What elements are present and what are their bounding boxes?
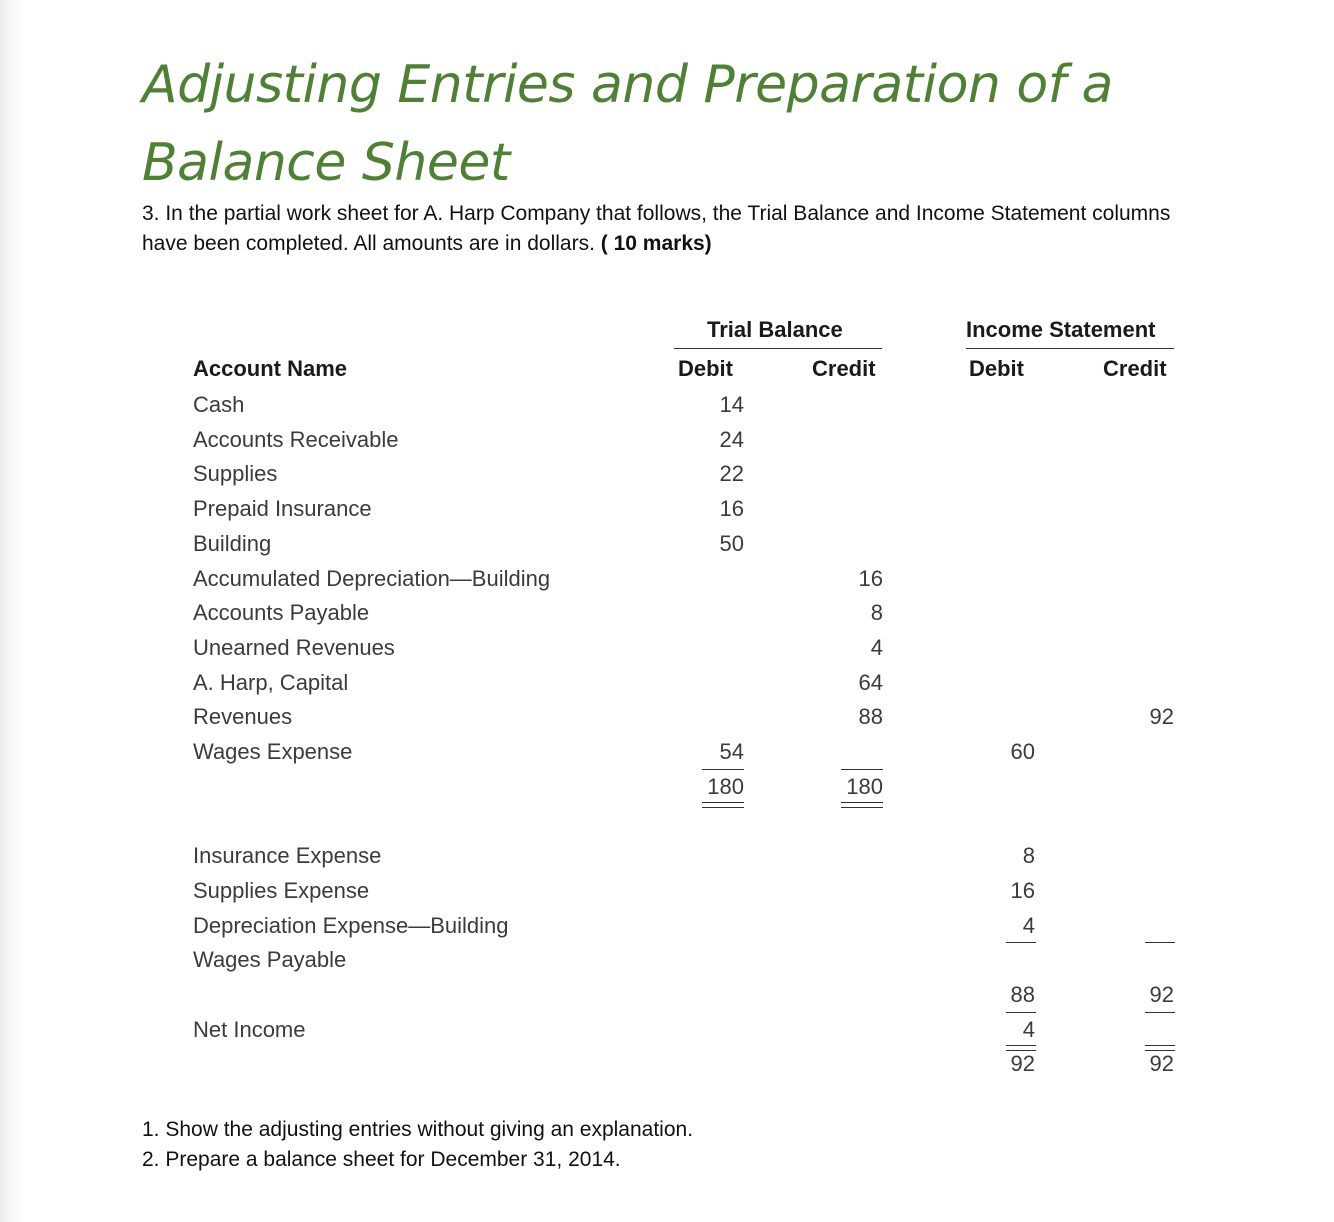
is-debit-cell: 8 — [1022, 843, 1035, 868]
account-name-column-header: Account Name — [193, 356, 348, 381]
is-debit-total-double-rule — [1006, 1045, 1036, 1051]
question-intro — [142, 199, 1202, 259]
account-name-cell: Net Income — [193, 1017, 306, 1042]
tb-debit-cell: 180 — [707, 774, 744, 799]
is-credit-column-header: Credit — [1103, 356, 1167, 381]
is-credit-total-double-rule — [1145, 1045, 1175, 1051]
tb-credit-cell: 8 — [870, 600, 883, 625]
income-statement-header-rule — [966, 348, 1174, 349]
tb-debit-cell: 22 — [719, 461, 744, 486]
income-statement-header: Income Statement — [966, 317, 1156, 342]
account-name-cell: Wages Expense — [193, 739, 353, 764]
tb-credit-cell: 180 — [846, 774, 883, 799]
account-name-cell: Unearned Revenues — [193, 635, 395, 660]
is-debit-subtotal-rule — [1006, 942, 1036, 943]
tb-credit-column-header: Credit — [812, 356, 876, 381]
tb-credit-subtotal-rule — [841, 769, 883, 770]
is-credit-cell: 92 — [1149, 1051, 1174, 1076]
is-debit-cell: 4 — [1022, 913, 1035, 938]
tb-debit-cell: 24 — [719, 427, 744, 452]
account-name-cell: Insurance Expense — [193, 843, 382, 868]
tb-debit-subtotal-rule — [702, 769, 744, 770]
task-item: 2. Prepare a balance sheet for December 31, 2014. — [142, 1148, 621, 1171]
task-list — [142, 1115, 693, 1175]
is-debit-column-header: Debit — [969, 356, 1024, 381]
question-text: 3. In the partial work sheet for A. Harp Company that follows, the Trial Balance and Income Statement columns have been completed. All amounts are in dollars. — [142, 202, 1171, 255]
is-debit-cell: 16 — [1010, 878, 1035, 903]
is-credit-cell: 92 — [1149, 982, 1174, 1007]
is-debit-cell: 92 — [1010, 1051, 1035, 1076]
is-debit-cell: 60 — [1010, 739, 1035, 764]
account-name-cell: Wages Payable — [193, 947, 347, 972]
is-debit-cell: 88 — [1010, 982, 1035, 1007]
is-credit-subtotal-rule — [1145, 942, 1175, 943]
tb-debit-cell: 16 — [719, 496, 744, 521]
task-item: 1. Show the adjusting entries without giving an explanation. — [142, 1118, 694, 1141]
trial-balance-header: Trial Balance — [707, 317, 843, 342]
tb-debit-cell: 14 — [719, 392, 744, 417]
account-name-cell: Supplies Expense — [193, 878, 370, 903]
tb-credit-cell: 64 — [858, 670, 883, 695]
account-name-cell: Supplies — [193, 461, 278, 486]
account-name-cell: Depreciation Expense—Building — [193, 913, 509, 938]
tb-credit-total-double-rule — [841, 802, 883, 808]
marks-label: ( 10 marks) — [600, 232, 712, 255]
account-name-cell: Building — [193, 531, 272, 556]
tb-credit-cell: 4 — [870, 635, 883, 660]
tb-debit-column-header: Debit — [678, 356, 733, 381]
tb-credit-cell: 88 — [858, 704, 883, 729]
account-name-cell: A. Harp, Capital — [193, 670, 349, 695]
is-credit-net-income-rule — [1145, 1012, 1175, 1013]
tb-credit-cell: 16 — [858, 566, 883, 591]
tb-debit-cell: 54 — [719, 739, 744, 764]
account-name-cell: Accounts Receivable — [193, 427, 399, 452]
page-title: Adjusting Entries and Preparation of a Balance Sheet — [142, 55, 1113, 193]
account-name-cell: Prepaid Insurance — [193, 496, 372, 521]
account-name-cell: Accumulated Depreciation—Building — [193, 566, 551, 591]
trial-balance-header-rule — [674, 348, 882, 349]
account-name-cell: Accounts Payable — [193, 600, 370, 625]
account-name-cell: Cash — [193, 392, 245, 417]
is-debit-net-income-rule — [1006, 1012, 1036, 1013]
account-name-cell: Revenues — [193, 704, 293, 729]
tb-debit-cell: 50 — [719, 531, 744, 556]
is-debit-cell: 4 — [1022, 1017, 1035, 1042]
tb-debit-total-double-rule — [702, 802, 744, 808]
is-credit-cell: 92 — [1149, 704, 1174, 729]
